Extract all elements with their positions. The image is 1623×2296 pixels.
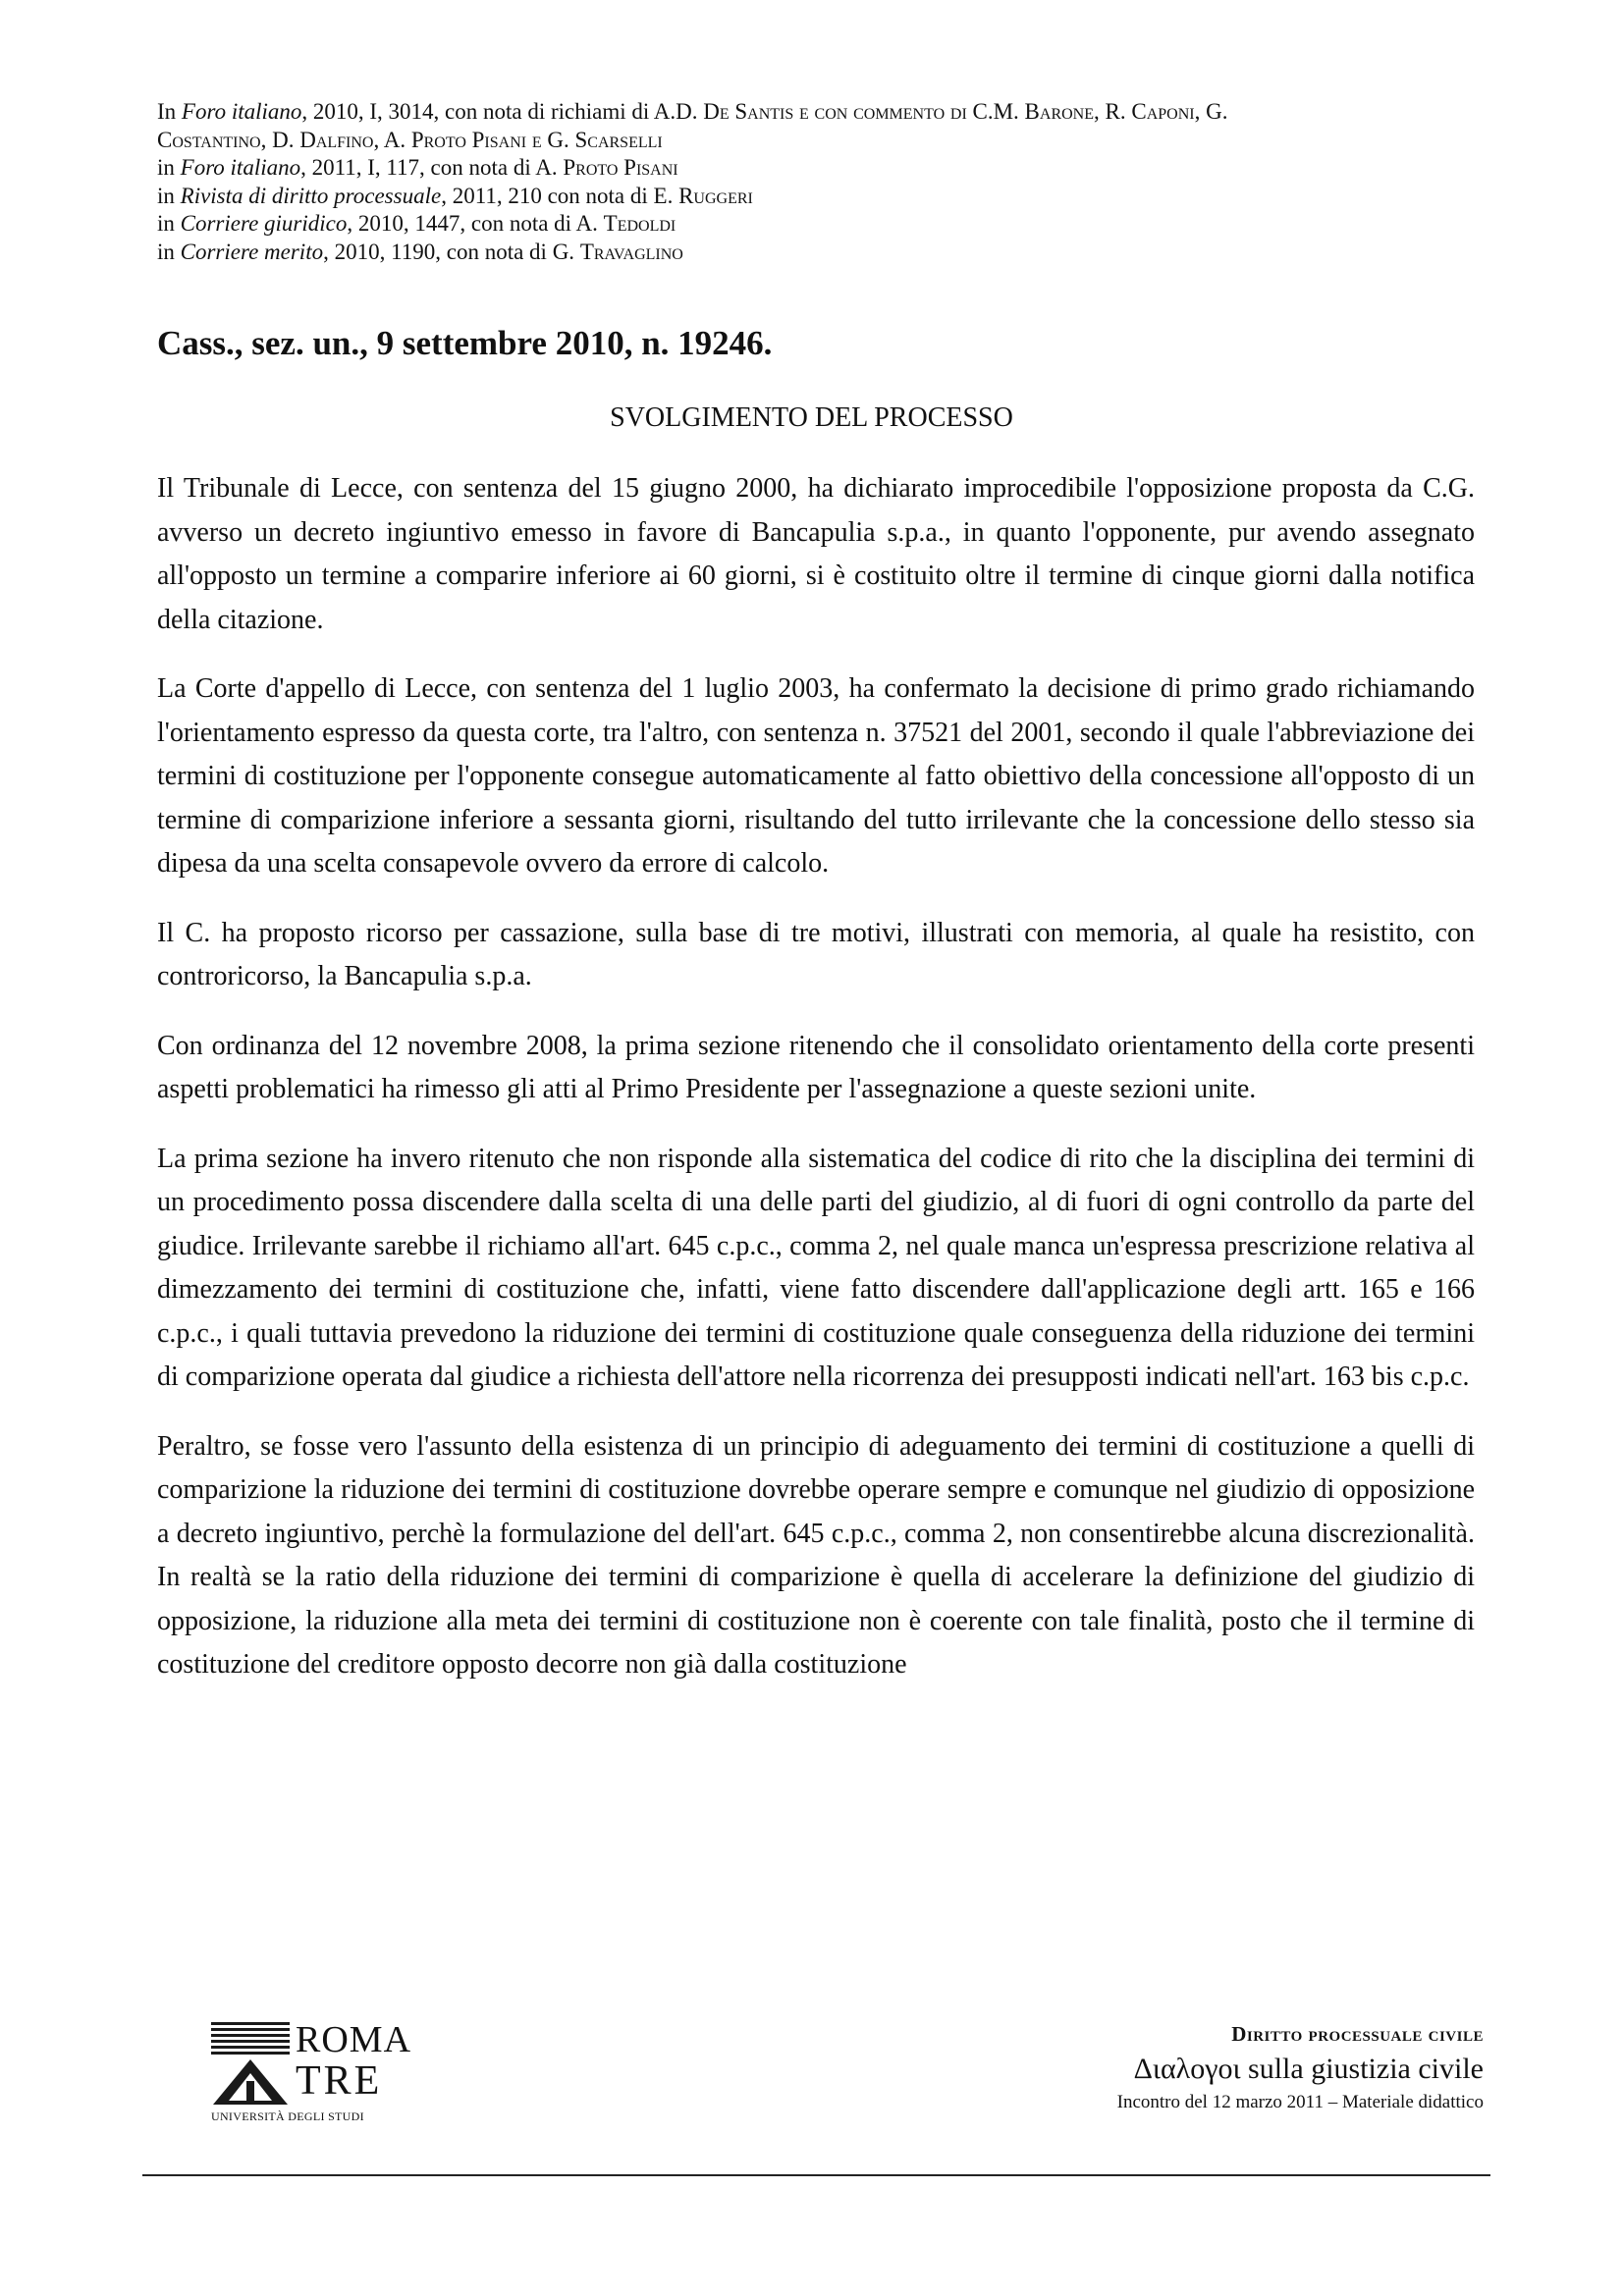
- footer-event: Incontro del 12 marzo 2011 – Materiale didattico: [1116, 2092, 1484, 2112]
- reference-details: , 2010, I, 3014, con nota di richiami di A.D.: [301, 99, 704, 124]
- reference-journal: Corriere merito: [180, 239, 324, 264]
- reference-details: , 2011, I, 117, con nota di A.: [300, 155, 564, 180]
- reference-author: Travaglino: [579, 239, 683, 264]
- reference-line: [157, 127, 1492, 155]
- footer-series: Διαλογοι sulla giustizia civile: [1133, 2053, 1484, 2085]
- paragraph: Peraltro, se fosse vero l'assunto della esistenza di un principio di adeguamento dei termini di costituzione a quelli di comparizione la riduzione dei termini di costituzione dovrebbe operare sempre e comunque nel giudizio di opposizione a decreto ingiuntivo, perchè la formulazione del dell'art. 645 c.p.c., comma 2, non consentirebbe alcuna discrezionalità. In realtà se la ratio della riduzione dei termini di comparizione è quella di accelerare la definizione del giudizio di opposizione, la riduzione alla meta dei termini di costituzione non è coerente con tale finalità, posto che il termine di costituzione del creditore opposto decorre non già dalla costituzione: [157, 1430, 1475, 1680]
- reference-prefix: in: [157, 239, 181, 264]
- reference-details: , 2010, 1447, con nota di A.: [347, 211, 604, 236]
- reference-journal: Foro italiano: [181, 99, 302, 124]
- reference-line: [157, 154, 1492, 183]
- reference-line: [157, 239, 1492, 267]
- reference-journal: Corriere giuridico: [180, 211, 348, 236]
- reference-details: , 2011, 210 con nota di E.: [441, 183, 679, 208]
- reference-line: [157, 98, 1492, 127]
- reference-suffix: e G. Scarselli: [526, 127, 663, 152]
- section-heading: SVOLGIMENTO DEL PROCESSO: [610, 402, 1013, 433]
- reference-author: Proto Pisani: [563, 155, 678, 180]
- logo-tre-text: TRE: [296, 2058, 383, 2104]
- reference-author: De Santis: [703, 99, 794, 124]
- reference-author: Costantino, D. Dalfino, A. Proto Pisani: [157, 127, 527, 152]
- body-text: [157, 467, 1475, 1687]
- logo-university-text: UNIVERSITÀ DEGLI STUDI: [211, 2109, 364, 2123]
- reference-prefix: In: [157, 99, 182, 124]
- reference-line: [157, 183, 1492, 211]
- reference-author: Ruggeri: [678, 183, 753, 208]
- paragraph: Il Tribunale di Lecce, con sentenza del 15 giugno 2000, ha dichiarato improcedibile l'opposizione proposta da C.G. avverso un decreto ingiuntivo emesso in favore di Bancapulia s.p.a., in quanto l'opponente, pur avendo assegnato all'opposto un termine a comparire inferiore ai 60 giorni, si è costituito oltre il termine di cinque giorni dalla notifica della citazione.: [157, 473, 1475, 635]
- reference-journal: Foro italiano: [180, 155, 301, 180]
- reference-suffix: e con commento di C.M. Barone, R. Caponi, G.: [793, 99, 1228, 124]
- reference-line: [157, 210, 1492, 239]
- reference-details: , 2010, 1190, con nota di G.: [323, 239, 580, 264]
- university-logo: [211, 2020, 417, 2128]
- reference-prefix: in: [157, 155, 181, 180]
- document-title: Cass., sez. un., 9 settembre 2010, n. 19246.: [157, 324, 773, 362]
- paragraph: Il C. ha proposto ricorso per cassazione, sulla base di tre motivi, illustrati con memoria, al quale ha resistito, con controricorso, la Bancapulia s.p.a.: [157, 917, 1475, 991]
- footer-course: Diritto processuale civile: [1231, 2022, 1484, 2046]
- footer-info: [1117, 2022, 1484, 2113]
- paragraph: Con ordinanza del 12 novembre 2008, la prima sezione ritenendo che il consolidato orientamento della corte presenti aspetti problematici ha rimesso gli atti al Primo Presidente per l'assegnazione a queste sezioni unite.: [157, 1030, 1475, 1104]
- reference-journal: Rivista di diritto processuale: [180, 183, 442, 208]
- reference-prefix: in: [157, 183, 181, 208]
- logo-roma-text: ROMA: [296, 2019, 412, 2060]
- paragraph: La Corte d'appello di Lecce, con sentenza del 1 luglio 2003, ha confermato la decisione di primo grado richiamando l'orientamento espresso da questa corte, tra l'altro, con sentenza n. 37521 del 2001, secondo il quale l'abbreviazione dei termini di costituzione per l'opponente consegue automaticamente al fatto obiettivo della concessione all'opposto di un termine di comparizione inferiore a sessanta giorni, risultando del tutto irrilevante che la concessione dello stesso sia dipesa da una scelta consapevole ovvero da errore di calcolo.: [157, 673, 1475, 879]
- roma-tre-logo-icon: [211, 2022, 290, 2107]
- bibliographic-references: [157, 98, 1492, 266]
- reference-author: Tedoldi: [603, 211, 676, 236]
- footer-divider: [142, 2174, 1490, 2176]
- paragraph: La prima sezione ha invero ritenuto che non risponde alla sistematica del codice di rito che la disciplina dei termini di un procedimento possa discendere dalla scelta di una delle parti del giudizio, al di fuori di ogni controllo da parte del giudice. Irrilevante sarebbe il richiamo all'art. 645 c.p.c., comma 2, nel quale manca un'espressa prescrizione relativa al dimezzamento dei termini di costituzione che, infatti, viene fatto discendere dall'applicazione degli artt. 165 e 166 c.p.c., i quali tuttavia prevedono la riduzione dei termini di costituzione quale conseguenza della riduzione dei termini di comparizione operata dal giudice a richiesta dell'attore nella ricorrenza dei presupposti indicati nell'art. 163 bis c.p.c.: [157, 1143, 1475, 1392]
- reference-prefix: in: [157, 211, 181, 236]
